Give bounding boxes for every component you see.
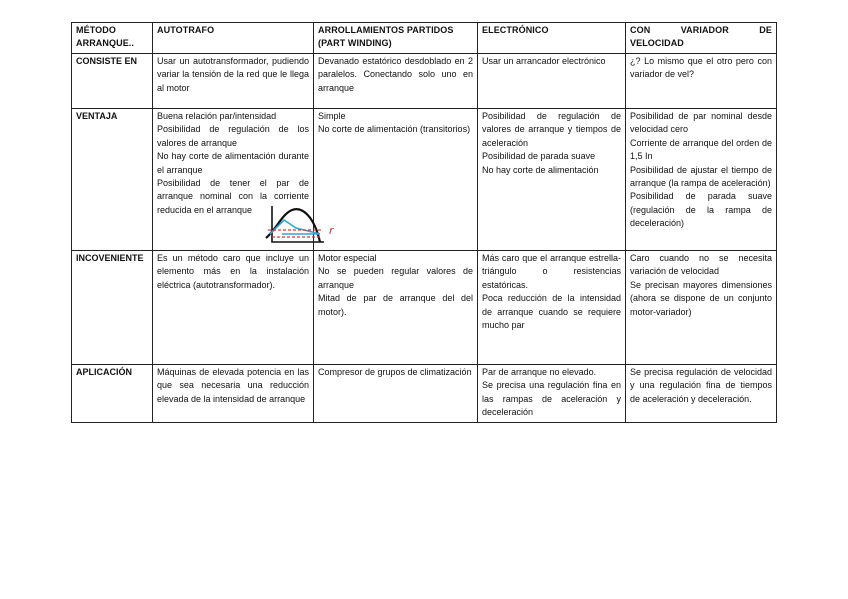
row-label: VENTAJA [72,109,153,251]
cell-text: Posibilidad de tener el par de arranque nominal con la corriente reducida en el arranque [157,178,309,215]
table-cell [478,251,626,365]
table-cell [478,54,626,109]
table-cell [153,251,314,365]
cell-text: Compresor de grupos de climatización [318,367,472,377]
cell-text: Poca reducción de la intensidad de arranque cuando se requiere mucho par [482,293,621,331]
cell-text: No se pueden regular valores de arranque [318,266,473,290]
header-autotrafo: AUTOTRAFO [153,23,314,54]
table-row [72,251,777,365]
cell-text: Máquinas de elevada potencia en las que sea necesaria una reducción elevada de la intensidad de arranque [157,367,309,404]
cell-text: No corte de alimentación (transitorios) [318,124,471,135]
table-cell [478,365,626,423]
cell-text: Posibilidad de par nominal desde velocidad cero [630,111,772,135]
cell-text: Posibilidad de parada suave (regulación de la rampa de deceleración) [630,191,772,229]
cell-text: Par de arranque no elevado. [482,367,597,377]
table-cell [314,251,478,365]
cell-text: Motor especial [318,253,377,263]
handwritten-torque-sketch [262,204,348,246]
header-part-winding: ARROLLAMIENTOS PARTIDOS (PART WINDING) [314,23,478,54]
header-electronico: ELECTRÓNICO [478,23,626,54]
table-cell [626,365,777,423]
table-cell [478,109,626,251]
cell-text: Más caro que el arranque estrella-triángulo o resistencias estatóricas. [482,253,621,290]
comparison-table [71,22,777,423]
cell-text: Se precisa regulación de velocidad y una regulación fina de tiempos de aceleración y deceleración. [630,367,772,404]
cell-text: Posibilidad de regulación de los valores de arranque [157,124,309,148]
cell-text: Caro cuando no se necesita variación de velocidad [630,253,772,277]
cell-text: Usar un arrancador electrónico [482,56,606,66]
cell-text: Devanado estatórico desdoblado en 2 paralelos. Conectando solo uno en arranque [318,56,473,93]
header-row [72,23,777,54]
row-label: APLICACIÓN [72,365,153,423]
table-row [72,109,777,251]
cell-text: Es un método caro que incluye un elemento más en la instalación eléctrica (autotransformador). [157,253,309,290]
table-cell [626,54,777,109]
header-variador: CON VARIADOR DE VELOCIDAD [626,23,777,54]
table-cell [153,54,314,109]
cell-text: Posibilidad de ajustar el tiempo de arranque (la rampa de aceleración) [630,164,772,189]
table-cell [314,365,478,423]
table-cell [626,251,777,365]
cell-text: Posibilidad de parada suave [482,151,596,162]
cell-text: Simple [318,111,346,121]
cell-text: Buena relación par/intensidad [157,111,277,121]
table-row [72,54,777,109]
table-cell [626,109,777,251]
table-cell [314,54,478,109]
cell-text: No hay corte de alimentación durante el arranque [157,151,309,175]
cell-text: Corriente de arranque del orden de 1,5 In [630,137,772,162]
cell-text: Usar un autotransformador, pudiendo variar la tensión de la red que le llega al motor [157,56,309,93]
cell-text: ¿? Lo mismo que el otro pero con variador de vel? [630,56,772,80]
row-label: CONSISTE EN [72,54,153,109]
cell-text: Se precisan mayores dimensiones (ahora se dispone de un conjunto motor-variador) [630,279,772,317]
header-metodo: MÉTODO ARRANQUE.. [72,23,153,54]
sketch-annotation: r [329,224,334,237]
table-row [72,365,777,423]
cell-text: Se precisa una regulación fina en las rampas de aceleración y deceleración [482,380,621,418]
cell-text: No hay corte de alimentación [482,164,599,175]
table-cell [153,365,314,423]
cell-text: Mitad de par de arranque del del motor). [318,293,473,317]
row-label: INCOVENIENTE [72,251,153,365]
cell-text: Posibilidad de regulación de valores de arranque y tiempos de aceleración [482,111,621,148]
